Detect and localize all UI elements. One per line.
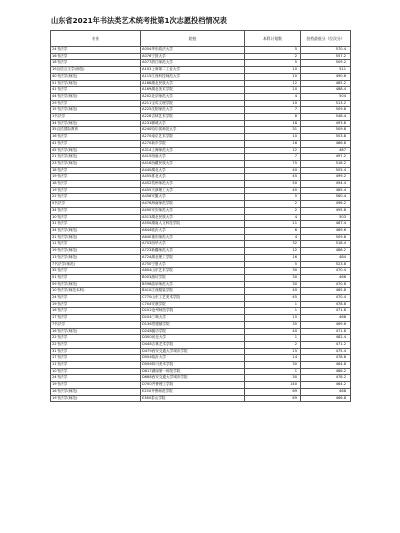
cell-min-score: 486.2 <box>301 368 351 375</box>
cell-min-score: 471.8 <box>301 328 351 335</box>
cell-min-score: 471.2 <box>301 341 351 348</box>
table-row <box>51 261 351 268</box>
header-school: 院校 <box>141 31 245 47</box>
cell-plan-count: 2 <box>245 341 301 348</box>
table-row <box>51 107 351 114</box>
cell-plan-count: 15 <box>245 348 301 355</box>
table-row <box>51 295 351 302</box>
cell-plan-count: 30 <box>245 281 301 288</box>
cell-min-score: 511 <box>301 67 351 74</box>
cell-plan-count: 40 <box>245 328 301 335</box>
cell-min-score: 509.8 <box>301 127 351 134</box>
cell-min-score: 518.4 <box>301 241 351 248</box>
table-row <box>51 308 351 315</box>
cell-min-score: 497.2 <box>301 154 351 161</box>
cell-school: A440湖北大学 <box>141 167 245 174</box>
cell-major: 31书法学 <box>51 221 141 228</box>
table-row <box>51 127 351 134</box>
cell-major: 16书法学(师范) <box>51 388 141 395</box>
cell-plan-count: 12 <box>245 147 301 154</box>
table-row <box>51 214 351 221</box>
cell-major: 35书法学 <box>51 268 141 275</box>
cell-plan-count: 45 <box>245 174 301 181</box>
cell-major: 1书法学 <box>51 114 141 121</box>
cell-major: 17书法学 <box>51 315 141 322</box>
cell-plan-count: 10 <box>245 87 301 94</box>
cell-plan-count: 30 <box>245 375 301 382</box>
cell-school: A455天津理工大学 <box>141 187 245 194</box>
table-row <box>51 174 351 181</box>
cell-major: 24书法学 <box>51 47 141 54</box>
cell-min-score: 486.8 <box>301 140 351 147</box>
cell-school: A314上海师范大学 <box>141 147 245 154</box>
cell-plan-count: 14 <box>245 355 301 362</box>
cell-school: D248潍坊学院 <box>141 328 245 335</box>
cell-major: 19书法学(师范) <box>51 248 141 255</box>
cell-plan-count: 1 <box>245 368 301 375</box>
cell-min-score: 482.4 <box>301 335 351 342</box>
table-row <box>51 301 351 308</box>
table-row <box>51 134 351 141</box>
table-row <box>51 67 351 74</box>
cell-school: A703西华大学 <box>141 241 245 248</box>
table-row <box>51 181 351 188</box>
cell-plan-count: 140 <box>245 382 301 389</box>
cell-major: 16书法学 <box>51 53 141 60</box>
cell-min-score: 478.2 <box>301 375 351 382</box>
cell-min-score: 516.2 <box>301 160 351 167</box>
cell-min-score: 485.2 <box>301 80 351 87</box>
cell-major: 24书法学 <box>51 295 141 302</box>
cell-min-score: 484 <box>301 254 351 261</box>
table-row <box>51 335 351 342</box>
cell-major: 45书法学(师范) <box>51 147 141 154</box>
cell-major: 29书法学 <box>51 100 141 107</box>
table-row <box>51 281 351 288</box>
cell-plan-count: 4 <box>245 214 301 221</box>
cell-plan-count: 11 <box>245 221 301 228</box>
cell-min-score: 485.4 <box>301 187 351 194</box>
table-row <box>51 274 351 281</box>
table-row <box>51 321 351 328</box>
cell-major: 31书法学 <box>51 348 141 355</box>
cell-min-score: 509.8 <box>301 234 351 241</box>
cell-plan-count: 12 <box>245 80 301 87</box>
cell-min-score: 470.8 <box>301 281 351 288</box>
cell-school: D104三峡大学 <box>141 315 245 322</box>
cell-major: 5书法学 <box>51 201 141 208</box>
cell-school: A804山东艺术学院 <box>141 268 245 275</box>
cell-min-score: 523.8 <box>301 261 351 268</box>
cell-major: 10书法学(师范本科) <box>51 288 141 295</box>
cell-school: A225沈阳师范大学 <box>141 107 245 114</box>
cell-school: A211宝鸡文理学院 <box>141 100 245 107</box>
cell-plan-count: 10 <box>245 73 301 80</box>
table-row <box>51 375 351 382</box>
cell-plan-count: 45 <box>245 295 301 302</box>
cell-min-score: 509.2 <box>301 60 351 67</box>
cell-school: D506四川美术学院 <box>141 362 245 369</box>
cell-school: A115江西科技师范大学 <box>141 73 245 80</box>
table-row <box>51 227 351 234</box>
cell-plan-count: 40 <box>245 187 301 194</box>
cell-major: 34书法学(师范) <box>51 227 141 234</box>
table-row <box>51 154 351 161</box>
cell-major: 11书法学 <box>51 241 141 248</box>
cell-major: 19书法学(师范) <box>51 395 141 402</box>
table-row <box>51 147 351 154</box>
cell-plan-count: 16 <box>245 120 301 127</box>
cell-plan-count: 69 <box>245 388 301 395</box>
cell-plan-count: 1 <box>245 301 301 308</box>
cell-major: 31书法学(师范) <box>51 234 141 241</box>
cell-plan-count: 31 <box>245 127 301 134</box>
cell-school: A550湖南人文科技学院 <box>141 221 245 228</box>
cell-major: 13书法学(师范) <box>51 254 141 261</box>
cell-school: B410江西服装学院 <box>141 288 245 295</box>
cell-min-score: 466 <box>301 274 351 281</box>
cell-major: 19书法学 <box>51 382 141 389</box>
cell-school: A270新乡学院 <box>141 140 245 147</box>
cell-plan-count: 75 <box>245 160 301 167</box>
cell-plan-count: 16 <box>245 254 301 261</box>
table-row <box>51 341 351 348</box>
cell-school: E360泰山学院 <box>141 395 245 402</box>
cell-school: A240哈尔滨师范大学 <box>141 127 245 134</box>
cell-major: 34书法学 <box>51 207 141 214</box>
cell-major: 44书法学(师范) <box>51 93 141 100</box>
cell-school: D688西安交通大学城市学院 <box>141 375 245 382</box>
cell-major: 41书法学 <box>51 87 141 94</box>
cell-major: 10书法学 <box>51 214 141 221</box>
cell-major: 19书法学 <box>51 187 141 194</box>
cell-school: B003潍坊学院 <box>141 274 245 281</box>
cell-min-score: 494.4 <box>301 181 351 188</box>
cell-major: 34书法学(师范) <box>51 120 141 127</box>
cell-school: D617湖南第一师范学院 <box>141 368 245 375</box>
cell-major: 11书法学 <box>51 362 141 369</box>
cell-school: A226吉林艺术学院 <box>141 114 245 121</box>
table-row <box>51 248 351 255</box>
cell-min-score: 465.8 <box>301 288 351 295</box>
table-row <box>51 87 351 94</box>
cell-plan-count: 30 <box>245 268 301 275</box>
cell-school: D102沧州师范学院 <box>141 308 245 315</box>
table-row <box>51 328 351 335</box>
cell-min-score: 570.4 <box>301 47 351 54</box>
cell-min-score: 548.4 <box>301 114 351 121</box>
cell-major: 18书法学 <box>51 181 141 188</box>
cell-major: 18书法学 <box>51 60 141 67</box>
cell-school: D479西安交通大学城市学院 <box>141 348 245 355</box>
cell-min-score: 495.8 <box>301 207 351 214</box>
header-major: 专业 <box>51 31 141 47</box>
cell-min-score: 470.4 <box>301 295 351 302</box>
cell-plan-count: 7 <box>245 154 301 161</box>
table-row <box>51 221 351 228</box>
cell-plan-count: 4 <box>245 234 301 241</box>
cell-min-score: 487 <box>301 147 351 154</box>
table-row <box>51 194 351 201</box>
cell-min-score: 464.8 <box>301 362 351 369</box>
cell-school: A724湖北理工学院 <box>141 254 245 261</box>
document-page <box>50 16 350 402</box>
table-row <box>51 80 351 87</box>
cell-min-score: 466.8 <box>301 395 351 402</box>
cell-school: A166湖北民族大学 <box>141 80 245 87</box>
cell-major: 17书法学 <box>51 355 141 362</box>
cell-min-score: 490.6 <box>301 73 351 80</box>
cell-school: A270南京艺术学院 <box>141 134 245 141</box>
cell-school: A452杭州师范大学 <box>141 181 245 188</box>
table-row <box>51 207 351 214</box>
cell-major: 7书法学(师范) <box>51 261 141 268</box>
cell-school: A455淮北大学 <box>141 174 245 181</box>
cell-plan-count: 5 <box>245 194 301 201</box>
cell-min-score: 468 <box>301 315 351 322</box>
table-row <box>51 53 351 60</box>
cell-min-score: 504 <box>301 93 351 100</box>
cell-plan-count: 1 <box>245 308 301 315</box>
table-row <box>51 288 351 295</box>
cell-major: 22书法学 <box>51 341 141 348</box>
cell-school: D504临沂大学 <box>141 355 245 362</box>
cell-min-score: 478.8 <box>301 301 351 308</box>
cell-min-score: 493.8 <box>301 120 351 127</box>
cell-school: A202北京师范大学 <box>141 93 245 100</box>
document-title: 山东省2021年书法类艺术统考批第1次志愿投档情况表 <box>51 16 227 25</box>
admission-table <box>50 30 351 402</box>
cell-plan-count: 69 <box>245 395 301 402</box>
cell-min-score: 505.4 <box>301 167 351 174</box>
table-row <box>51 201 351 208</box>
cell-major: 35汉语国际教育 <box>51 127 141 134</box>
cell-plan-count: 50 <box>245 181 301 188</box>
cell-min-score: 503.8 <box>301 134 351 141</box>
cell-major: 23书法学(师范) <box>51 160 141 167</box>
cell-min-score: 464.2 <box>301 382 351 389</box>
table-row <box>51 395 351 402</box>
table-row <box>51 60 351 67</box>
cell-plan-count: 40 <box>245 167 301 174</box>
table-row <box>51 114 351 121</box>
cell-min-score: 471.8 <box>301 308 351 315</box>
table-row <box>51 254 351 261</box>
cell-school: A231聊城大学 <box>141 120 245 127</box>
cell-plan-count: 16 <box>245 140 301 147</box>
table-row <box>51 388 351 395</box>
cell-plan-count: 7 <box>245 107 301 114</box>
cell-major: 24书法学 <box>51 375 141 382</box>
cell-plan-count: 2 <box>245 53 301 60</box>
table-header-row <box>51 31 351 47</box>
cell-min-score: 509.8 <box>301 107 351 114</box>
cell-min-score: 487.4 <box>301 221 351 228</box>
table-body <box>51 47 351 402</box>
cell-plan-count: 2 <box>245 201 301 208</box>
cell-school: D448吉林艺术学院 <box>141 341 245 348</box>
table-row <box>51 355 351 362</box>
cell-min-score: 469.6 <box>301 321 351 328</box>
cell-school: A476海南师范学院 <box>141 201 245 208</box>
cell-school: A169湖北美术学院 <box>141 87 245 94</box>
table-row <box>51 315 351 322</box>
cell-min-score: 560.4 <box>301 194 351 201</box>
cell-min-score: 486.2 <box>301 248 351 255</box>
cell-school: C704安康学院 <box>141 301 245 308</box>
cell-plan-count: 2 <box>245 207 301 214</box>
cell-school: D300河北大学 <box>141 335 245 342</box>
table-row <box>51 100 351 107</box>
table-row <box>51 241 351 248</box>
cell-plan-count: 5 <box>245 261 301 268</box>
cell-plan-count: 5 <box>245 47 301 54</box>
table-row <box>51 73 351 80</box>
table-row <box>51 187 351 194</box>
table-row <box>51 93 351 100</box>
cell-major: 21书法学(师范) <box>51 154 141 161</box>
cell-school: A416西藏民族大学 <box>141 160 245 167</box>
cell-min-score: 496.2 <box>301 201 351 208</box>
cell-major: 16书法学 <box>51 134 141 141</box>
cell-major: 16书法学 <box>51 308 141 315</box>
table-row <box>51 140 351 147</box>
cell-school: A077浙江师范大学 <box>141 60 245 67</box>
cell-school: B596曲阜师范大学 <box>141 281 245 288</box>
cell-major: 22书法学 <box>51 335 141 342</box>
cell-major: 51书法学 <box>51 274 141 281</box>
cell-plan-count: 10 <box>245 134 301 141</box>
cell-major: 59书法学(师范) <box>51 281 141 288</box>
cell-plan-count: 30 <box>245 274 301 281</box>
cell-major: 18书法学 <box>51 167 141 174</box>
cell-school: A490安庆师范大学 <box>141 207 245 214</box>
cell-min-score: 468 <box>301 388 351 395</box>
cell-plan-count: 35 <box>245 321 301 328</box>
cell-major: 41书法学 <box>51 140 141 147</box>
cell-min-score: 470.4 <box>301 268 351 275</box>
cell-min-score: 488.4 <box>301 87 351 94</box>
cell-school: E250齐鲁师范学院 <box>141 388 245 395</box>
cell-major: 15书法学(师范) <box>51 107 141 114</box>
cell-school: A458安徽大学 <box>141 194 245 201</box>
cell-plan-count: 12 <box>245 248 301 255</box>
cell-school: A723新疆师范大学 <box>141 248 245 255</box>
cell-school: A076宁波大学 <box>141 53 245 60</box>
table-row <box>51 362 351 369</box>
cell-plan-count: 30 <box>245 362 301 369</box>
cell-plan-count: 4 <box>245 93 301 100</box>
table-row <box>51 160 351 167</box>
cell-min-score: 478.8 <box>301 355 351 362</box>
cell-school: A750宁夏大学 <box>141 261 245 268</box>
cell-major: 16书法学(师范) <box>51 328 141 335</box>
cell-school: A513湖北民族大学 <box>141 214 245 221</box>
cell-plan-count: 10 <box>245 67 301 74</box>
cell-major: 22书法学 <box>51 194 141 201</box>
cell-min-score: 475.4 <box>301 348 351 355</box>
cell-major: 51书法学(师范) <box>51 80 141 87</box>
cell-school: D136景德镇学院 <box>141 321 245 328</box>
cell-major: 40书法学(师范) <box>51 73 141 80</box>
cell-plan-count: 10 <box>245 100 301 107</box>
cell-major: 19书法学 <box>51 301 141 308</box>
cell-min-score: 489.6 <box>301 227 351 234</box>
header-plan-count: 本科计划数 <box>245 31 301 47</box>
table-row <box>51 382 351 389</box>
table-row <box>51 368 351 375</box>
cell-major: 19汉语言文学(师范) <box>51 67 141 74</box>
cell-school: A644临沂大学 <box>141 227 245 234</box>
cell-min-score: 557.2 <box>301 53 351 60</box>
cell-school: A103上海第二工业大学 <box>141 67 245 74</box>
cell-school: A054华东政法大学 <box>141 47 245 54</box>
cell-plan-count: 1 <box>245 335 301 342</box>
cell-school: C770山东工艺美术学院 <box>141 295 245 302</box>
table-row <box>51 268 351 275</box>
cell-min-score: 513.2 <box>301 100 351 107</box>
cell-school: A640重庆师范大学 <box>141 234 245 241</box>
table-row <box>51 167 351 174</box>
cell-min-score: 499.2 <box>301 174 351 181</box>
cell-plan-count: 6 <box>245 227 301 234</box>
table-row <box>51 348 351 355</box>
cell-major: 7书法学 <box>51 321 141 328</box>
cell-plan-count: 5 <box>245 60 301 67</box>
cell-plan-count: 15 <box>245 315 301 322</box>
cell-major: 19书法学 <box>51 174 141 181</box>
table-row <box>51 47 351 54</box>
cell-min-score: 503 <box>301 214 351 221</box>
cell-school: A415西南大学 <box>141 154 245 161</box>
table-row <box>51 120 351 127</box>
cell-plan-count: 32 <box>245 241 301 248</box>
cell-school: D700齐鲁理工学院 <box>141 382 245 389</box>
header-min-score: 投档最低分（位次分） <box>301 31 351 47</box>
table-row <box>51 234 351 241</box>
cell-plan-count: 40 <box>245 288 301 295</box>
cell-major: 10书法学 <box>51 368 141 375</box>
cell-plan-count: 8 <box>245 114 301 121</box>
